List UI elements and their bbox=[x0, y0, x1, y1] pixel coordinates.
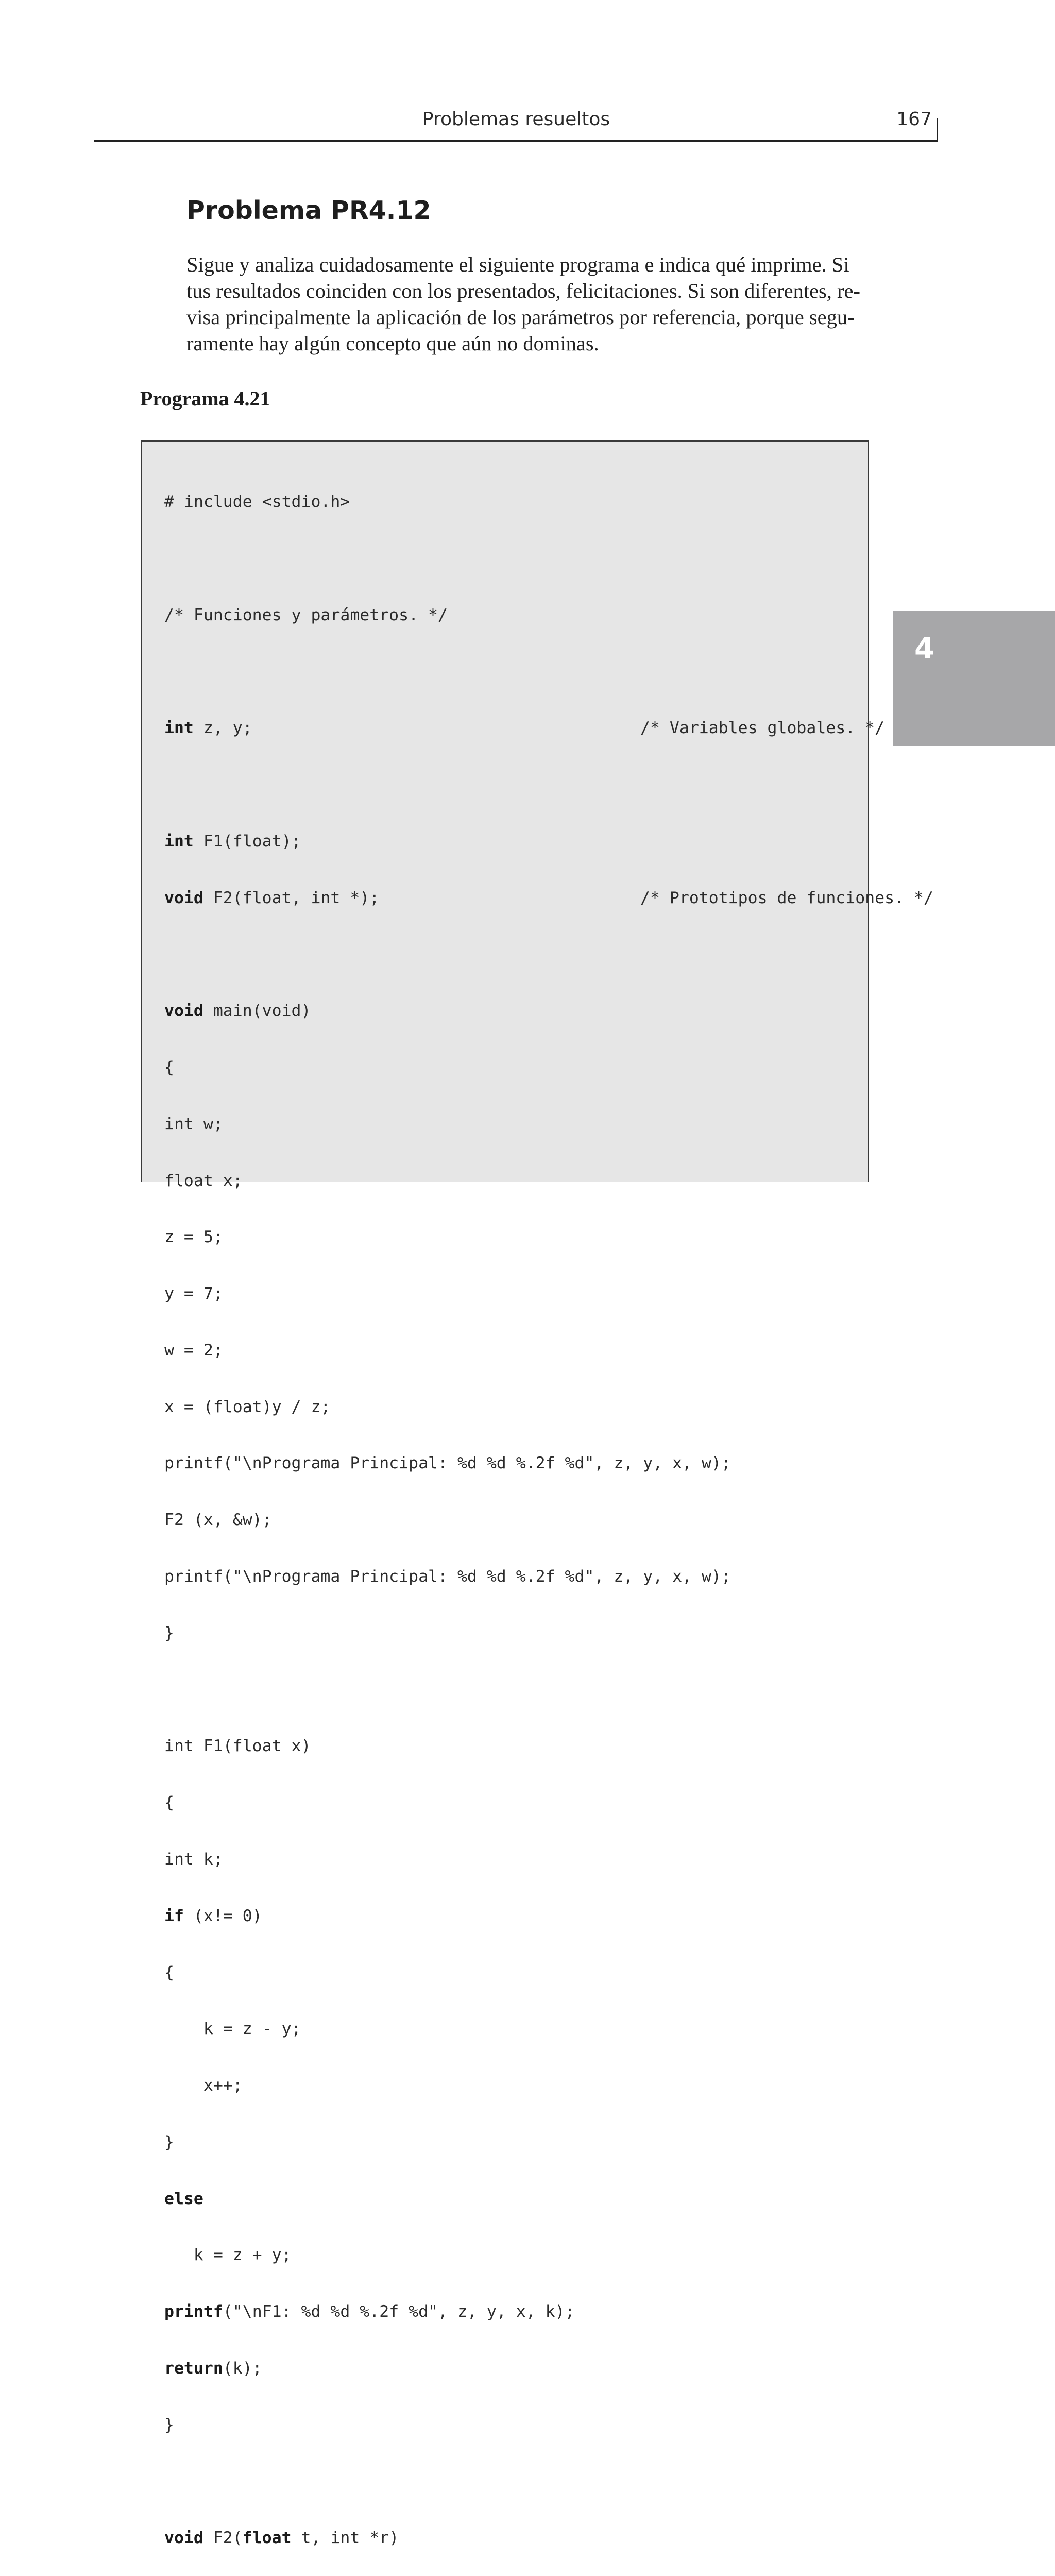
problem-title: Problema PR4.12 bbox=[186, 196, 431, 225]
code-line: printf("\nF1: %d %d %.2f %d", z, y, x, k); bbox=[164, 2302, 575, 2321]
problem-text-line: visa principalmente la aplicación de los parámetros por referencia, porque segu- bbox=[186, 306, 855, 329]
code-line: /* Funciones y parámetros. */ bbox=[164, 605, 448, 624]
code-line: { bbox=[164, 1793, 174, 1812]
code-keyword: void bbox=[164, 2529, 203, 2548]
header-rule-tick bbox=[937, 118, 938, 142]
code-keyword: int bbox=[164, 719, 194, 738]
code-line: { bbox=[164, 1963, 174, 1982]
code-keyword: else bbox=[164, 2189, 203, 2208]
code-listing-box bbox=[141, 440, 933, 2548]
page-number: 167 bbox=[896, 109, 932, 130]
code-line: y = 7; bbox=[164, 1284, 223, 1303]
code-line: int k; bbox=[164, 1850, 223, 1869]
code-comment: /* Variables globales. */ bbox=[640, 719, 885, 738]
problem-text-line: Sigue y analiza cuidadosamente el siguiente programa e indica qué imprime. Si bbox=[186, 253, 849, 276]
code-keyword: float bbox=[242, 2529, 292, 2548]
code-line: int F1(float); bbox=[164, 832, 301, 851]
code-line: x = (float)y / z; bbox=[164, 1397, 331, 1416]
code-blank-line bbox=[164, 549, 731, 568]
problem-text-line: ramente hay algún concepto que aún no dominas. bbox=[186, 332, 599, 355]
code-comment: /* Prototipos de funciones. */ bbox=[640, 888, 933, 907]
code-line: } bbox=[164, 2415, 174, 2434]
code-line: F2 (x, &w); bbox=[164, 1511, 272, 1530]
code-line: k = z + y; bbox=[164, 2246, 292, 2265]
code-blank-line bbox=[164, 945, 731, 964]
problem-statement bbox=[186, 251, 872, 357]
program-caption: Programa 4.21 bbox=[140, 387, 270, 410]
code-line: int w; bbox=[164, 1114, 223, 1133]
code-line: void F2(float t, int *r) bbox=[164, 2529, 399, 2548]
code-blank-line bbox=[164, 2472, 731, 2492]
code-line: void F2(float, int *); /* Prototipos de funciones. */ bbox=[164, 888, 933, 907]
code-line: } bbox=[164, 1623, 174, 1642]
code-line: if (x!= 0) bbox=[164, 1906, 262, 1925]
running-title: Problemas resueltos bbox=[422, 109, 610, 130]
code-blank-line bbox=[164, 663, 731, 682]
code-line: void main(void) bbox=[164, 1002, 311, 1021]
code-line: # include <stdio.h> bbox=[164, 493, 350, 512]
code-line: x++; bbox=[164, 2076, 243, 2095]
code-line: z = 5; bbox=[164, 1228, 223, 1247]
chapter-tab bbox=[893, 611, 1055, 746]
code-keyword: if bbox=[164, 1906, 184, 1925]
code-blank-line bbox=[164, 775, 731, 794]
code-keyword: int bbox=[164, 832, 194, 851]
code-keyword: void bbox=[164, 888, 203, 907]
code-line: return(k); bbox=[164, 2359, 262, 2378]
code-blank-line bbox=[164, 1681, 731, 1700]
code-line bbox=[164, 2190, 731, 2209]
code-line: int z, y; /* Variables globales. */ bbox=[164, 719, 885, 738]
running-head bbox=[94, 106, 938, 142]
code-line: } bbox=[164, 2132, 174, 2151]
code-keyword: printf bbox=[164, 2302, 223, 2321]
code-line: w = 2; bbox=[164, 1341, 223, 1360]
code-line: { bbox=[164, 1058, 174, 1077]
code-keyword: return bbox=[164, 2359, 223, 2378]
code-line: int F1(float x) bbox=[164, 1737, 311, 1756]
code-listing bbox=[164, 455, 933, 2576]
problem-text-line: tus resultados coinciden con los presentados, felicitaciones. Si son diferentes, re- bbox=[186, 279, 861, 302]
chapter-number: 4 bbox=[914, 632, 934, 666]
code-line: printf("\nPrograma Principal: %d %d %.2f %d", z, y, x, w); bbox=[164, 1567, 731, 1586]
code-line: printf("\nPrograma Principal: %d %d %.2f %d", z, y, x, w); bbox=[164, 1454, 731, 1473]
code-keyword: void bbox=[164, 1002, 203, 1021]
code-line: k = z - y; bbox=[164, 2020, 301, 2039]
code-line: float x; bbox=[164, 1171, 243, 1190]
